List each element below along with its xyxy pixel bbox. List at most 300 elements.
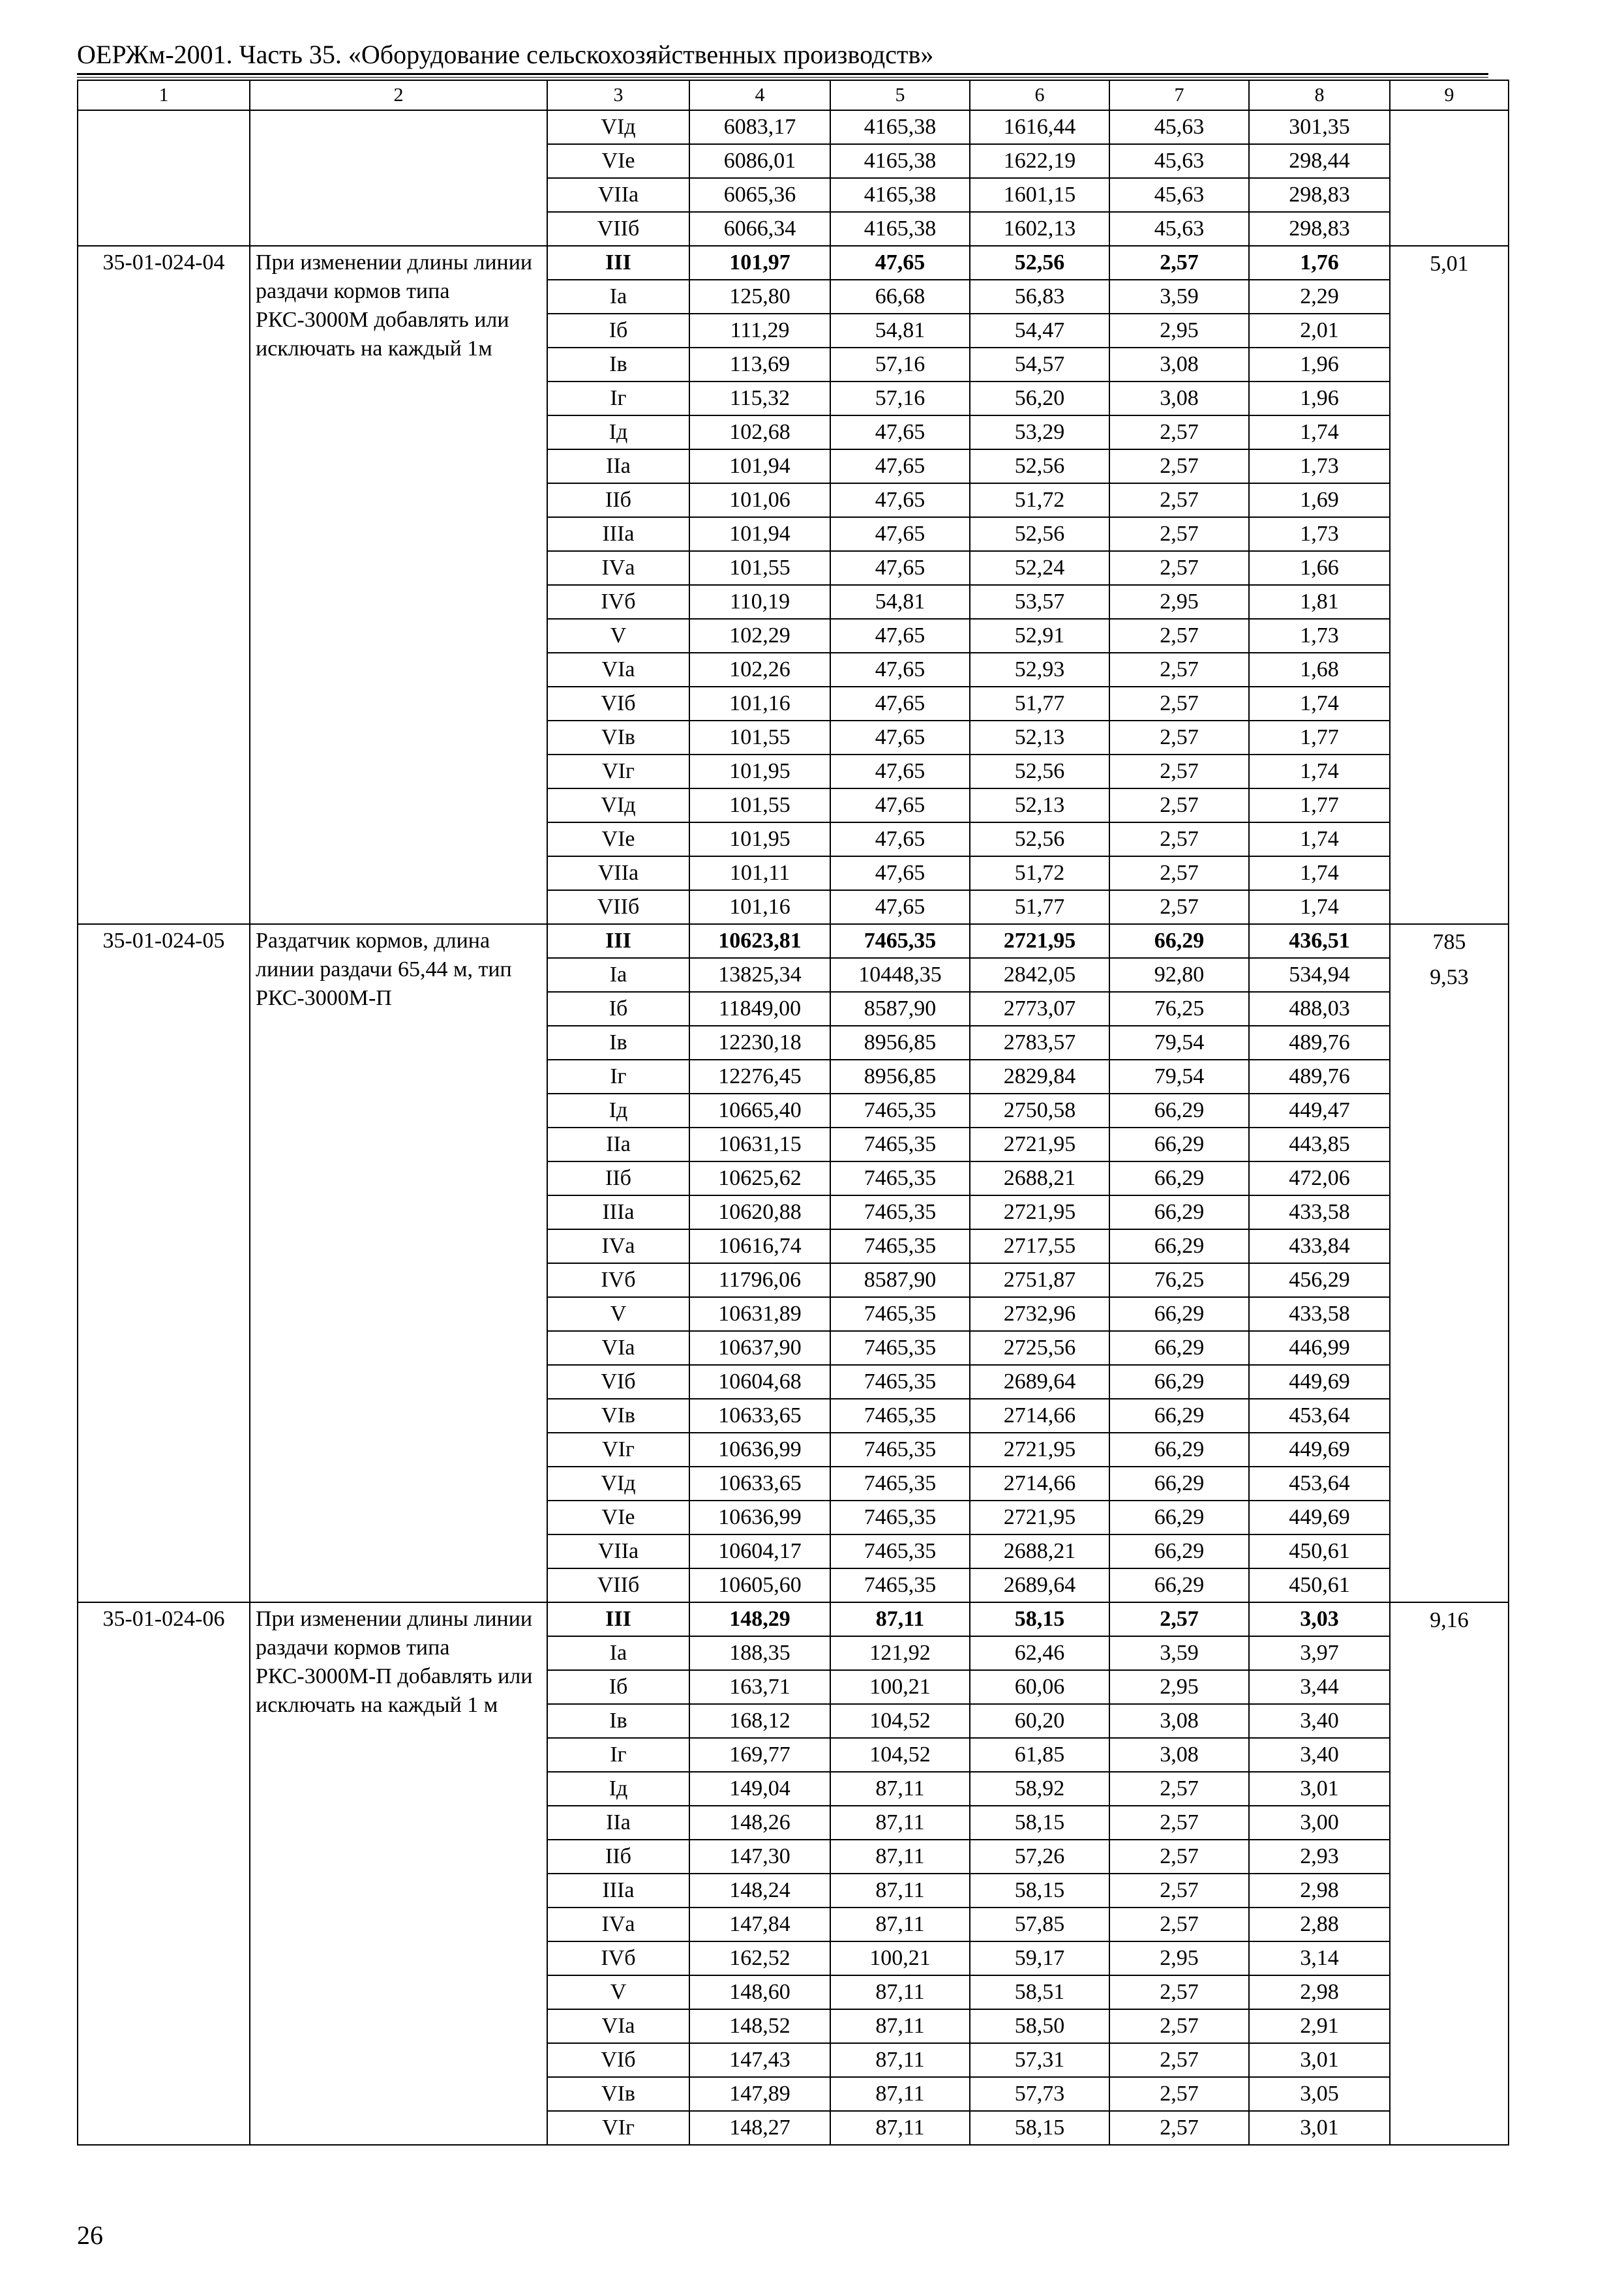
zone-cell: Iб [547, 314, 689, 348]
value-cell: 10637,90 [689, 1331, 830, 1365]
zone-cell: VIг [547, 2111, 689, 2145]
value-cell: 47,65 [830, 415, 970, 449]
value-cell: 101,16 [689, 890, 830, 924]
value-cell: 2,57 [1109, 1806, 1249, 1840]
value-cell: 148,29 [689, 1602, 830, 1636]
value-cell: 2,57 [1109, 449, 1249, 483]
value-cell: 1,73 [1249, 619, 1390, 653]
value-cell: 450,61 [1249, 1568, 1390, 1602]
value-cell: 449,47 [1249, 1094, 1390, 1128]
value-cell: 449,69 [1249, 1433, 1390, 1467]
value-cell: 1,77 [1249, 721, 1390, 755]
value-cell: 52,13 [970, 721, 1109, 755]
norm-description: Раздатчик кормов, длина линии раздачи 65,44 м, тип РКС-3000М-П [250, 924, 547, 1602]
value-cell: 47,65 [830, 551, 970, 585]
value-cell: 3,08 [1109, 1704, 1249, 1738]
value-cell: 163,71 [689, 1670, 830, 1704]
column-number: 3 [547, 80, 689, 110]
value-cell: 2,57 [1109, 856, 1249, 890]
zone-cell: VIд [547, 110, 689, 144]
value-cell: 7465,35 [830, 1433, 970, 1467]
value-cell: 101,55 [689, 788, 830, 822]
zone-cell: VIв [547, 1399, 689, 1433]
value-cell: 2,57 [1109, 246, 1249, 280]
column-number: 9 [1390, 80, 1509, 110]
value-cell: 101,55 [689, 551, 830, 585]
value-cell: 298,44 [1249, 144, 1390, 178]
value-cell: 148,27 [689, 2111, 830, 2145]
value-cell: 66,29 [1109, 1399, 1249, 1433]
column-9-value: 9,16 [1430, 1608, 1469, 1632]
value-cell: 66,29 [1109, 1229, 1249, 1263]
value-cell: 58,15 [970, 2111, 1109, 2145]
value-cell: 10633,65 [689, 1399, 830, 1433]
value-cell: 472,06 [1249, 1161, 1390, 1195]
value-cell: 2,57 [1109, 415, 1249, 449]
zone-cell: VIа [547, 653, 689, 687]
value-cell: 1,68 [1249, 653, 1390, 687]
value-cell: 2,95 [1109, 314, 1249, 348]
value-cell: 87,11 [830, 2077, 970, 2111]
value-cell: 102,26 [689, 653, 830, 687]
norm-code: 35-01-024-06 [78, 1602, 250, 2145]
table-row [78, 246, 1509, 280]
value-cell: 10625,62 [689, 1161, 830, 1195]
zone-cell: VIе [547, 822, 689, 856]
value-cell: 12276,45 [689, 1060, 830, 1094]
value-cell: 47,65 [830, 788, 970, 822]
value-cell: 11796,06 [689, 1263, 830, 1297]
zone-cell: IIIа [547, 1195, 689, 1229]
zone-cell: Iб [547, 992, 689, 1026]
value-cell: 148,24 [689, 1874, 830, 1908]
value-cell: 453,64 [1249, 1467, 1390, 1501]
value-cell: 60,06 [970, 1670, 1109, 1704]
value-cell: 3,05 [1249, 2077, 1390, 2111]
value-cell: 102,68 [689, 415, 830, 449]
value-cell: 7465,35 [830, 1128, 970, 1161]
zone-cell: IVб [547, 1941, 689, 1975]
value-cell: 102,29 [689, 619, 830, 653]
value-cell: 2,57 [1109, 1602, 1249, 1636]
value-cell: 1,77 [1249, 788, 1390, 822]
value-cell: 449,69 [1249, 1365, 1390, 1399]
value-cell: 2721,95 [970, 1433, 1109, 1467]
value-cell: 47,65 [830, 721, 970, 755]
value-cell: 87,11 [830, 2111, 970, 2145]
value-cell: 87,11 [830, 1772, 970, 1806]
zone-cell: VIIб [547, 1568, 689, 1602]
value-cell: 10665,40 [689, 1094, 830, 1128]
value-cell: 433,84 [1249, 1229, 1390, 1263]
value-cell: 8956,85 [830, 1026, 970, 1060]
zone-cell: Iг [547, 1738, 689, 1772]
value-cell: 52,56 [970, 517, 1109, 551]
value-cell: 101,94 [689, 449, 830, 483]
value-cell: 52,56 [970, 755, 1109, 788]
value-cell: 47,65 [830, 483, 970, 517]
value-cell: 10631,15 [689, 1128, 830, 1161]
value-cell: 1,74 [1249, 890, 1390, 924]
value-cell: 8587,90 [830, 1263, 970, 1297]
zone-cell: Iд [547, 415, 689, 449]
value-cell: 10604,68 [689, 1365, 830, 1399]
zone-cell: III [547, 1602, 689, 1636]
value-cell: 57,16 [830, 348, 970, 382]
column-number: 7 [1109, 80, 1249, 110]
value-cell: 10636,99 [689, 1433, 830, 1467]
value-cell: 100,21 [830, 1941, 970, 1975]
value-cell: 1,74 [1249, 415, 1390, 449]
value-cell: 57,26 [970, 1840, 1109, 1874]
value-cell: 54,57 [970, 348, 1109, 382]
value-cell: 3,01 [1249, 2111, 1390, 2145]
value-cell: 47,65 [830, 246, 970, 280]
column-9-cell [1390, 1602, 1509, 2145]
zone-cell: IIб [547, 1161, 689, 1195]
value-cell: 66,29 [1109, 1534, 1249, 1568]
value-cell: 2829,84 [970, 1060, 1109, 1094]
value-cell: 2,57 [1109, 2111, 1249, 2145]
value-cell: 433,58 [1249, 1195, 1390, 1229]
value-cell: 148,52 [689, 2009, 830, 2043]
zone-cell: VIв [547, 2077, 689, 2111]
value-cell: 7465,35 [830, 1331, 970, 1365]
zone-cell: IIа [547, 1806, 689, 1840]
value-cell: 47,65 [830, 822, 970, 856]
value-cell: 51,77 [970, 687, 1109, 721]
zone-cell: VIв [547, 721, 689, 755]
value-cell: 7465,35 [830, 1534, 970, 1568]
value-cell: 45,63 [1109, 110, 1249, 144]
norm-description: При изменении длины линии раздачи кормов типа РКС-3000М-П добавлять или исключать на каждый 1 м [250, 1602, 547, 2145]
value-cell: 3,97 [1249, 1636, 1390, 1670]
value-cell: 168,12 [689, 1704, 830, 1738]
value-cell: 2,29 [1249, 280, 1390, 314]
value-cell: 76,25 [1109, 1263, 1249, 1297]
value-cell: 51,72 [970, 483, 1109, 517]
value-cell: 2725,56 [970, 1331, 1109, 1365]
value-cell: 7465,35 [830, 1568, 970, 1602]
value-cell: 111,29 [689, 314, 830, 348]
value-cell: 1,73 [1249, 449, 1390, 483]
value-cell: 66,29 [1109, 924, 1249, 958]
value-cell: 1,66 [1249, 551, 1390, 585]
column-9-cell [1390, 110, 1509, 246]
table-body [78, 80, 1509, 2145]
value-cell: 2,57 [1109, 1975, 1249, 2009]
value-cell: 2,98 [1249, 1975, 1390, 2009]
value-cell: 2,57 [1109, 551, 1249, 585]
value-cell: 7465,35 [830, 1467, 970, 1501]
value-cell: 450,61 [1249, 1534, 1390, 1568]
column-9-value: 785 [1432, 930, 1466, 954]
value-cell: 2,57 [1109, 619, 1249, 653]
value-cell: 12230,18 [689, 1026, 830, 1060]
value-cell: 6083,17 [689, 110, 830, 144]
value-cell: 2842,05 [970, 958, 1109, 992]
column-number: 1 [78, 80, 250, 110]
value-cell: 2,57 [1109, 822, 1249, 856]
zone-cell: VIIа [547, 1534, 689, 1568]
value-cell: 2,91 [1249, 2009, 1390, 2043]
value-cell: 2689,64 [970, 1568, 1109, 1602]
value-cell: 4165,38 [830, 110, 970, 144]
value-cell: 47,65 [830, 687, 970, 721]
value-cell: 47,65 [830, 755, 970, 788]
zone-cell: IVа [547, 1229, 689, 1263]
value-cell: 101,97 [689, 246, 830, 280]
zone-cell: VIе [547, 1501, 689, 1534]
value-cell: 4165,38 [830, 144, 970, 178]
value-cell: 1,96 [1249, 348, 1390, 382]
value-cell: 47,65 [830, 449, 970, 483]
value-cell: 488,03 [1249, 992, 1390, 1026]
zone-cell: Iа [547, 280, 689, 314]
value-cell: 2717,55 [970, 1229, 1109, 1263]
value-cell: 101,11 [689, 856, 830, 890]
value-cell: 301,35 [1249, 110, 1390, 144]
value-cell: 47,65 [830, 890, 970, 924]
value-cell: 3,00 [1249, 1806, 1390, 1840]
value-cell: 57,31 [970, 2043, 1109, 2077]
value-cell: 2,88 [1249, 1908, 1390, 1941]
value-cell: 101,95 [689, 822, 830, 856]
table-row [78, 110, 1509, 144]
value-cell: 51,72 [970, 856, 1109, 890]
column-9-value: 9,53 [1430, 965, 1469, 989]
value-cell: 45,63 [1109, 212, 1249, 246]
value-cell: 66,29 [1109, 1568, 1249, 1602]
value-cell: 76,25 [1109, 992, 1249, 1026]
norm-code: 35-01-024-04 [78, 246, 250, 924]
value-cell: 2,57 [1109, 755, 1249, 788]
column-9-cell [1390, 246, 1509, 924]
norms-table [77, 80, 1509, 2146]
value-cell: 66,29 [1109, 1195, 1249, 1229]
value-cell: 87,11 [830, 1806, 970, 1840]
value-cell: 47,65 [830, 619, 970, 653]
value-cell: 1,74 [1249, 687, 1390, 721]
value-cell: 162,52 [689, 1941, 830, 1975]
value-cell: 3,59 [1109, 1636, 1249, 1670]
value-cell: 453,64 [1249, 1399, 1390, 1433]
zone-cell: IVа [547, 1908, 689, 1941]
table-row [78, 1602, 1509, 1636]
zone-cell: III [547, 246, 689, 280]
value-cell: 7465,35 [830, 1195, 970, 1229]
zone-cell: IIб [547, 1840, 689, 1874]
value-cell: 2750,58 [970, 1094, 1109, 1128]
value-cell: 2,98 [1249, 1874, 1390, 1908]
norm-code: 35-01-024-05 [78, 924, 250, 1602]
column-9-value: 5,01 [1430, 252, 1469, 276]
zone-cell: V [547, 1297, 689, 1331]
value-cell: 2,57 [1109, 721, 1249, 755]
value-cell: 7465,35 [830, 1229, 970, 1263]
value-cell: 1622,19 [970, 144, 1109, 178]
value-cell: 104,52 [830, 1704, 970, 1738]
zone-cell: VIIа [547, 178, 689, 212]
zone-cell: IIIа [547, 1874, 689, 1908]
value-cell: 2,57 [1109, 2077, 1249, 2111]
value-cell: 2773,07 [970, 992, 1109, 1026]
value-cell: 3,03 [1249, 1602, 1390, 1636]
value-cell: 3,44 [1249, 1670, 1390, 1704]
value-cell: 443,85 [1249, 1128, 1390, 1161]
value-cell: 3,01 [1249, 1772, 1390, 1806]
value-cell: 10631,89 [689, 1297, 830, 1331]
value-cell: 10620,88 [689, 1195, 830, 1229]
value-cell: 2783,57 [970, 1026, 1109, 1060]
value-cell: 104,52 [830, 1738, 970, 1772]
zone-cell: VIа [547, 1331, 689, 1365]
zone-cell: VIб [547, 2043, 689, 2077]
value-cell: 10633,65 [689, 1467, 830, 1501]
value-cell: 2,57 [1109, 788, 1249, 822]
zone-cell: Iб [547, 1670, 689, 1704]
value-cell: 53,29 [970, 415, 1109, 449]
value-cell: 2,93 [1249, 1840, 1390, 1874]
value-cell: 8956,85 [830, 1060, 970, 1094]
value-cell: 59,17 [970, 1941, 1109, 1975]
value-cell: 3,59 [1109, 280, 1249, 314]
value-cell: 4165,38 [830, 212, 970, 246]
value-cell: 58,92 [970, 1772, 1109, 1806]
value-cell: 2714,66 [970, 1467, 1109, 1501]
value-cell: 169,77 [689, 1738, 830, 1772]
value-cell: 7465,35 [830, 1297, 970, 1331]
zone-cell: VIг [547, 1433, 689, 1467]
value-cell: 58,15 [970, 1602, 1109, 1636]
zone-cell: Iа [547, 958, 689, 992]
value-cell: 2721,95 [970, 1195, 1109, 1229]
zone-cell: V [547, 619, 689, 653]
value-cell: 2,57 [1109, 2009, 1249, 2043]
column-9-cell [1390, 924, 1509, 1602]
value-cell: 45,63 [1109, 144, 1249, 178]
zone-cell: VIд [547, 1467, 689, 1501]
value-cell: 66,29 [1109, 1297, 1249, 1331]
value-cell: 7465,35 [830, 1161, 970, 1195]
value-cell: 54,81 [830, 314, 970, 348]
value-cell: 13825,34 [689, 958, 830, 992]
zone-cell: VIе [547, 144, 689, 178]
value-cell: 2,57 [1109, 483, 1249, 517]
value-cell: 2,57 [1109, 1874, 1249, 1908]
value-cell: 52,91 [970, 619, 1109, 653]
zone-cell: V [547, 1975, 689, 2009]
zone-cell: IIа [547, 1128, 689, 1161]
value-cell: 2,57 [1109, 687, 1249, 721]
value-cell: 2,95 [1109, 585, 1249, 619]
value-cell: 188,35 [689, 1636, 830, 1670]
value-cell: 10623,81 [689, 924, 830, 958]
value-cell: 2721,95 [970, 1128, 1109, 1161]
value-cell: 66,29 [1109, 1433, 1249, 1467]
value-cell: 57,16 [830, 382, 970, 415]
column-number: 6 [970, 80, 1109, 110]
value-cell: 45,63 [1109, 178, 1249, 212]
value-cell: 62,46 [970, 1636, 1109, 1670]
norm-description [250, 110, 547, 246]
value-cell: 2,95 [1109, 1670, 1249, 1704]
value-cell: 52,56 [970, 449, 1109, 483]
value-cell: 66,29 [1109, 1467, 1249, 1501]
zone-cell: VIIа [547, 856, 689, 890]
value-cell: 66,29 [1109, 1128, 1249, 1161]
page-header: ОЕРЖм-2001. Часть 35. «Оборудование сельскохозяйственных производств» [77, 40, 934, 69]
value-cell: 2,57 [1109, 1908, 1249, 1941]
zone-cell: VIа [547, 2009, 689, 2043]
value-cell: 456,29 [1249, 1263, 1390, 1297]
value-cell: 79,54 [1109, 1060, 1249, 1094]
value-cell: 100,21 [830, 1670, 970, 1704]
norm-description: При изменении длины линии раздачи кормов типа РКС-3000М добавлять или исключать на каждый 1м [250, 246, 547, 924]
value-cell: 87,11 [830, 1840, 970, 1874]
zone-cell: Iв [547, 1704, 689, 1738]
value-cell: 87,11 [830, 1975, 970, 2009]
value-cell: 2721,95 [970, 1501, 1109, 1534]
value-cell: 7465,35 [830, 1094, 970, 1128]
value-cell: 57,73 [970, 2077, 1109, 2111]
value-cell: 3,40 [1249, 1704, 1390, 1738]
zone-cell: IVб [547, 1263, 689, 1297]
value-cell: 10448,35 [830, 958, 970, 992]
value-cell: 110,19 [689, 585, 830, 619]
value-cell: 7465,35 [830, 1365, 970, 1399]
value-cell: 125,80 [689, 280, 830, 314]
column-number-row [78, 80, 1509, 110]
zone-cell: IIб [547, 483, 689, 517]
zone-cell: Iв [547, 348, 689, 382]
value-cell: 58,15 [970, 1806, 1109, 1840]
value-cell: 101,16 [689, 687, 830, 721]
value-cell: 3,08 [1109, 1738, 1249, 1772]
value-cell: 534,94 [1249, 958, 1390, 992]
value-cell: 1,74 [1249, 822, 1390, 856]
zone-cell: Iд [547, 1094, 689, 1128]
value-cell: 66,29 [1109, 1161, 1249, 1195]
value-cell: 2689,64 [970, 1365, 1109, 1399]
zone-cell: Iв [547, 1026, 689, 1060]
value-cell: 87,11 [830, 2009, 970, 2043]
value-cell: 3,08 [1109, 382, 1249, 415]
value-cell: 148,60 [689, 1975, 830, 2009]
zone-cell: VIIб [547, 212, 689, 246]
value-cell: 147,84 [689, 1908, 830, 1941]
value-cell: 87,11 [830, 1602, 970, 1636]
value-cell: 10605,60 [689, 1568, 830, 1602]
value-cell: 147,89 [689, 2077, 830, 2111]
value-cell: 1602,13 [970, 212, 1109, 246]
value-cell: 2,95 [1109, 1941, 1249, 1975]
value-cell: 1,69 [1249, 483, 1390, 517]
value-cell: 101,55 [689, 721, 830, 755]
zone-cell: Iг [547, 382, 689, 415]
value-cell: 10636,99 [689, 1501, 830, 1534]
value-cell: 47,65 [830, 517, 970, 551]
page-number: 26 [77, 2221, 103, 2250]
zone-cell: VIд [547, 788, 689, 822]
value-cell: 47,65 [830, 653, 970, 687]
value-cell: 121,92 [830, 1636, 970, 1670]
value-cell: 66,29 [1109, 1365, 1249, 1399]
value-cell: 92,80 [1109, 958, 1249, 992]
value-cell: 148,26 [689, 1806, 830, 1840]
value-cell: 66,29 [1109, 1094, 1249, 1128]
value-cell: 57,85 [970, 1908, 1109, 1941]
